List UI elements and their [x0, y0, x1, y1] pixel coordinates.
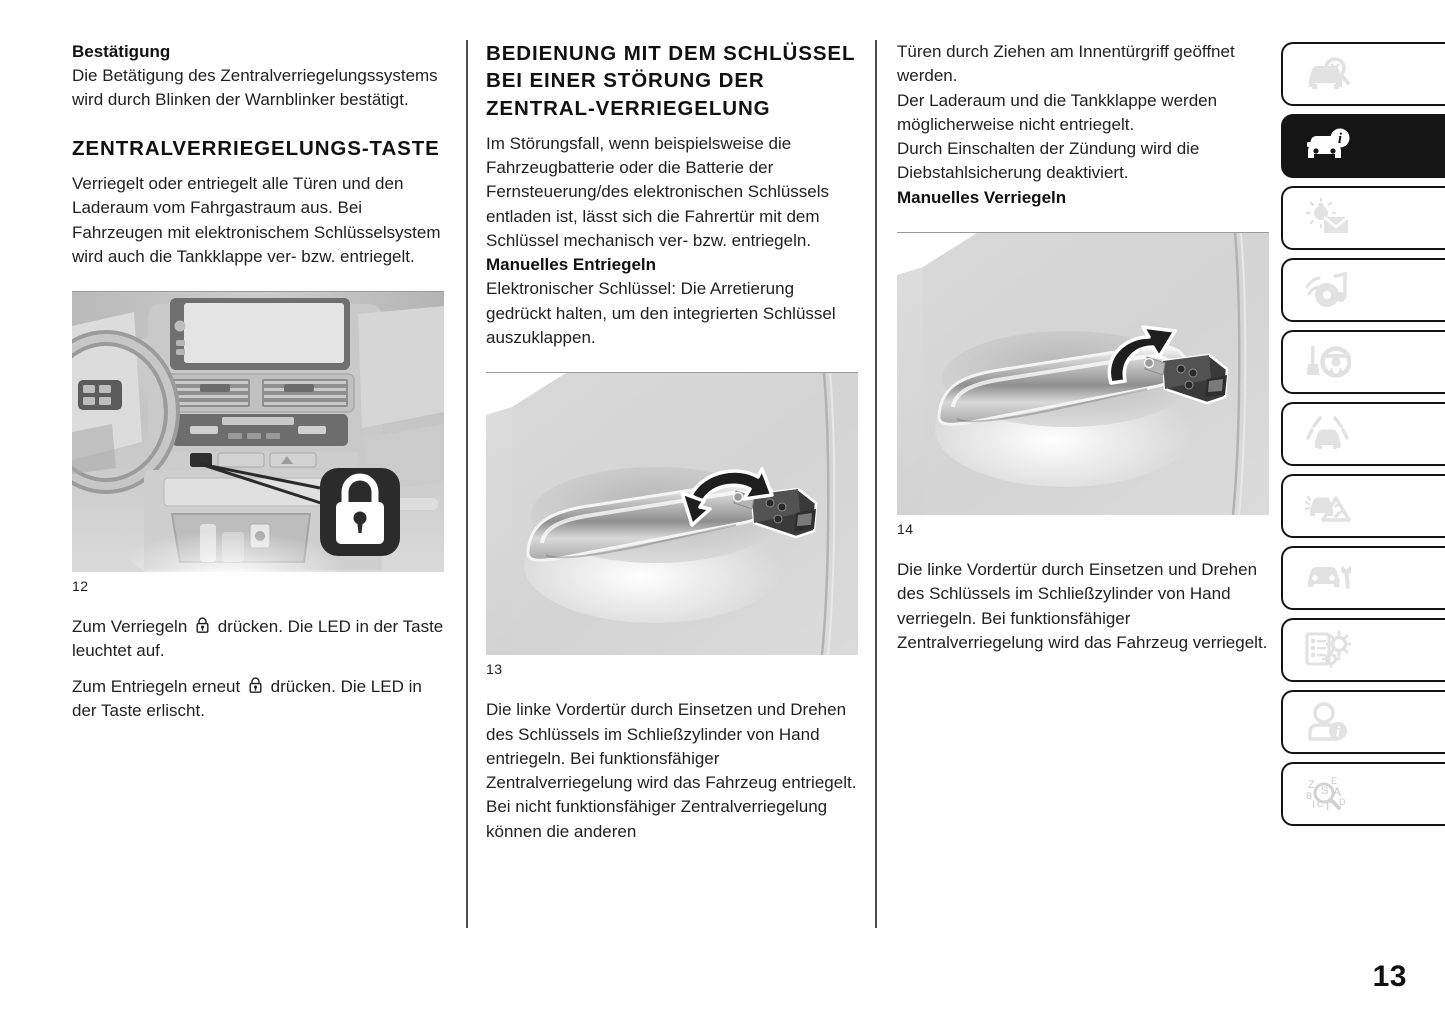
paragraph-manuell-entriegeln-detail: Die linke Vordertür durch Einsetzen und Drehen des Schlüssels im Schließzylinder von Hand entriegeln. Bei funktionsfähiger Zentralverriegelung wird das Fahrzeug entriegelt.	[486, 700, 857, 793]
tab-lights-and-visibility[interactable]	[1281, 186, 1445, 250]
driver-info-icon	[1305, 702, 1351, 742]
heading-zentralverriegelungstaste: ZENTRALVERRIEGELUNGS-TASTE	[72, 136, 440, 160]
tab-vehicle-overview[interactable]	[1281, 42, 1445, 106]
lock-instruction-part1: Zum Verriegeln	[72, 617, 192, 637]
figure-image-dashboard	[72, 292, 444, 572]
figure-image-door-lock	[897, 233, 1269, 515]
lock-instruction-part2: drücken. Die LED in der Taste leuchtet auf.	[72, 617, 444, 661]
svg-text:D: D	[1339, 797, 1346, 807]
section-tab-rail[interactable]	[1281, 42, 1445, 834]
column-divider-1	[466, 40, 468, 928]
lock-icon	[195, 617, 210, 634]
figure-dashboard	[72, 291, 444, 593]
heading-bedienung-mit-schluessel: BEDIENUNG MIT DEM SCHLÜSSEL BEI EINER STÖRUNG DER ZENTRAL-VERRIEGELUNG	[486, 42, 856, 120]
car-info-icon	[1305, 126, 1351, 166]
column-divider-2	[875, 40, 877, 928]
paragraph-unlock-instruction	[72, 675, 444, 724]
tab-vehicle-info[interactable]	[1281, 114, 1445, 178]
svg-text:B: B	[1306, 791, 1313, 801]
tab-emergency[interactable]	[1281, 474, 1445, 538]
tab-comfort-and-driving[interactable]	[1281, 330, 1445, 394]
svg-text:T: T	[1324, 799, 1332, 813]
column-right	[897, 40, 1269, 655]
unlock-instruction-part2: drücken. Die LED in der Taste erlischt.	[72, 676, 422, 721]
paragraph-manuell-verriegeln-detail: Die linke Vordertür durch Einsetzen und Drehen des Schlüssels im Schließzylinder von Hand verriegeln. Bei funktionsfähiger Zentralverriegelung wird das Fahrzeug verriegelt.	[897, 559, 1268, 652]
heading-manuelles-verriegeln: Manuelles Verriegeln	[897, 187, 1067, 207]
paragraph-laderaum-tankklappe: Der Laderaum und die Tankklappe werden möglicherweise nicht entriegelt.	[897, 90, 1218, 134]
column-left	[72, 40, 444, 723]
svg-text:Z: Z	[1308, 779, 1315, 791]
steering-comfort-icon	[1305, 342, 1351, 382]
paragraph-taste-description: Verriegelt oder entriegelt alle Türen und den Laderaum vom Fahrgastraum aus. Bei Fahrzeugen mit elektronischem Schlüsselsystem wird auch die Tankklappe ver- bzw. entriegelt.	[72, 173, 441, 266]
page-number: 13	[1372, 960, 1407, 993]
unlock-instruction-part1: Zum Entriegeln erneut	[72, 676, 245, 696]
figure-caption-13: 13	[486, 661, 503, 678]
figure-caption-12: 12	[72, 578, 89, 595]
svg-text:I: I	[1312, 800, 1315, 811]
breakdown-warning-icon	[1305, 486, 1351, 526]
svg-text:C: C	[1317, 799, 1324, 809]
figure-caption-14: 14	[897, 520, 914, 537]
column-middle	[486, 40, 858, 844]
paragraph-lock-instruction	[72, 615, 444, 664]
alphabetical-index-icon	[1305, 774, 1351, 814]
svg-text:S: S	[1321, 785, 1329, 797]
car-search-icon	[1305, 54, 1351, 94]
tab-driver-assistance[interactable]	[1281, 402, 1445, 466]
tab-driver-information[interactable]	[1281, 690, 1445, 754]
svg-text:i: i	[1337, 131, 1343, 147]
car-maintenance-icon	[1305, 558, 1351, 598]
svg-text:A: A	[1333, 785, 1342, 799]
paragraph-zuendung-diebstahlsicherung: Durch Einschalten der Zündung wird die Diebstahlsicherung deaktiviert.	[897, 139, 1200, 183]
lock-icon	[248, 677, 263, 694]
paragraph-nicht-funktionsfaehig: Bei nicht funktionsfähiger Zentralverriegelung können die anderen	[486, 797, 828, 841]
tab-maintenance[interactable]	[1281, 546, 1445, 610]
lights-wipers-icon	[1305, 198, 1351, 238]
heading-bestaetigung: Bestätigung	[72, 42, 171, 61]
tab-infotainment[interactable]	[1281, 258, 1445, 322]
paragraph-elektronischer-schluessel: Elektronischer Schlüssel: Die Arretierung gedrückt halten, um den integrierten Schlüssel auszuklappen.	[486, 279, 836, 347]
svg-text:i: i	[1335, 724, 1341, 741]
paragraph-stoerungsfall: Im Störungsfall, wenn beispielsweise die Fahrzeugbatterie oder die Batterie der Fernsteuerung/des elektronischen Schlüssels entladen ist, lässt sich die Fahrertür mit dem Schlüssel mechanisch ver- bzw. entriegeln.	[486, 133, 830, 250]
paragraph-tueren-innentuergriff: Türen durch Ziehen am Innentürgriff geöffnet werden.	[897, 42, 1235, 86]
technical-specs-icon	[1305, 630, 1351, 670]
figure-door-handle-lock	[897, 232, 1269, 536]
tab-alphabetical-index[interactable]	[1281, 762, 1445, 826]
lane-assist-icon	[1305, 414, 1351, 454]
heading-manuelles-entriegeln: Manuelles Entriegeln	[486, 255, 657, 275]
radio-media-icon	[1305, 270, 1351, 310]
tab-technical-data[interactable]	[1281, 618, 1445, 682]
figure-image-door-unlock	[486, 373, 858, 655]
paragraph-bestaetigung: Die Betätigung des Zentralverriegelungssystems wird durch Blinken der Warnblinker bestätigt.	[72, 66, 438, 110]
svg-text:E: E	[1331, 776, 1338, 786]
figure-door-handle-unlock	[486, 372, 858, 676]
